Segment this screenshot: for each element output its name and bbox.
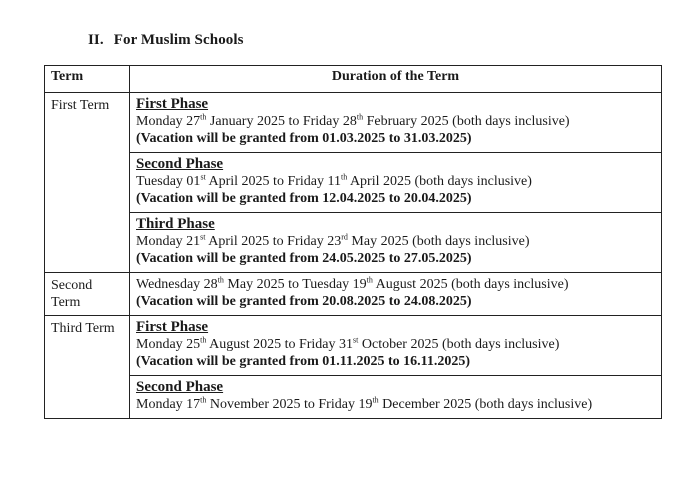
phase-title: Second Phase	[136, 379, 224, 395]
phase-cell	[130, 316, 662, 376]
phase-cell	[130, 376, 662, 419]
date-range-text: April 2025 to Friday 23	[205, 234, 342, 249]
start-date-text: Monday 27	[136, 114, 201, 129]
phase-title: First Phase	[136, 319, 209, 335]
date-range-text: January 2025 to Friday 28	[206, 114, 357, 129]
phase-title: First Phase	[136, 96, 209, 112]
end-date-suffix: st	[353, 335, 359, 345]
duration-column-header: Duration of the Term	[130, 66, 662, 93]
table-row	[45, 316, 662, 376]
vacation-note: (Vacation will be granted from 01.03.2025 to 31.03.2025)	[136, 131, 472, 146]
table-row	[45, 273, 662, 316]
phase-dates	[136, 233, 655, 250]
start-date-suffix: th	[200, 335, 207, 345]
start-date-suffix: th	[200, 112, 207, 122]
date-range-text: August 2025 to Friday 31	[206, 337, 354, 352]
table-body	[45, 93, 662, 419]
start-date-text: Wednesday 28	[136, 277, 218, 292]
phase-cell	[130, 93, 662, 153]
vacation-note: (Vacation will be granted from 12.04.2025 to 20.04.2025)	[136, 191, 472, 206]
end-date-suffix: th	[340, 172, 348, 182]
phase-cell	[130, 153, 662, 213]
section-heading	[88, 32, 244, 49]
start-date-suffix: st	[200, 172, 206, 182]
term-schedule-table	[44, 65, 662, 419]
term-name: First Term	[45, 93, 130, 273]
end-date-suffix: th	[372, 395, 379, 405]
term-column-header: Term	[45, 66, 130, 93]
start-date-text: Monday 17	[136, 397, 201, 412]
end-date-suffix: th	[366, 275, 373, 285]
vacation-note: (Vacation will be granted from 20.08.2025 to 24.08.2025)	[136, 294, 472, 309]
phase-dates	[136, 276, 655, 293]
start-date-text: Tuesday 01	[136, 174, 201, 189]
table-row	[45, 153, 662, 213]
phase-dates	[136, 113, 655, 130]
phase-dates	[136, 173, 655, 190]
end-date-text: May 2025 (both days inclusive)	[347, 234, 530, 249]
table-row	[45, 376, 662, 419]
table-header-row	[45, 66, 662, 93]
date-range-text: November 2025 to Friday 19	[206, 397, 373, 412]
date-range-text: April 2025 to Friday 11	[205, 174, 341, 189]
term-name: Second Term	[45, 273, 130, 316]
phase-cell	[130, 273, 662, 316]
phase-dates	[136, 336, 655, 353]
end-date-text: August 2025 (both days inclusive)	[372, 277, 569, 292]
phase-cell	[130, 213, 662, 273]
start-date-text: Monday 25	[136, 337, 201, 352]
phase-title: Third Phase	[136, 216, 215, 232]
start-date-suffix: th	[217, 275, 224, 285]
table-row	[45, 93, 662, 153]
vacation-note: (Vacation will be granted from 24.05.2025 to 27.05.2025)	[136, 251, 472, 266]
end-date-text: October 2025 (both days inclusive)	[358, 337, 560, 352]
term-name: Third Term	[45, 316, 130, 419]
section-number: II.	[88, 32, 104, 48]
end-date-text: December 2025 (both days inclusive)	[378, 397, 593, 412]
phase-dates	[136, 396, 655, 413]
vacation-note: (Vacation will be granted from 01.11.2025 to 16.11.2025)	[136, 354, 471, 369]
section-title: For Muslim Schools	[113, 32, 244, 48]
phase-title: Second Phase	[136, 156, 224, 172]
end-date-text: February 2025 (both days inclusive)	[363, 114, 570, 129]
start-date-suffix: th	[200, 395, 207, 405]
end-date-suffix: th	[356, 112, 364, 122]
end-date-suffix: rd	[341, 232, 348, 242]
start-date-text: Monday 21	[136, 234, 201, 249]
end-date-text: April 2025 (both days inclusive)	[347, 174, 532, 189]
table-row	[45, 213, 662, 273]
date-range-text: May 2025 to Tuesday 19	[223, 277, 367, 292]
start-date-suffix: st	[200, 232, 206, 242]
